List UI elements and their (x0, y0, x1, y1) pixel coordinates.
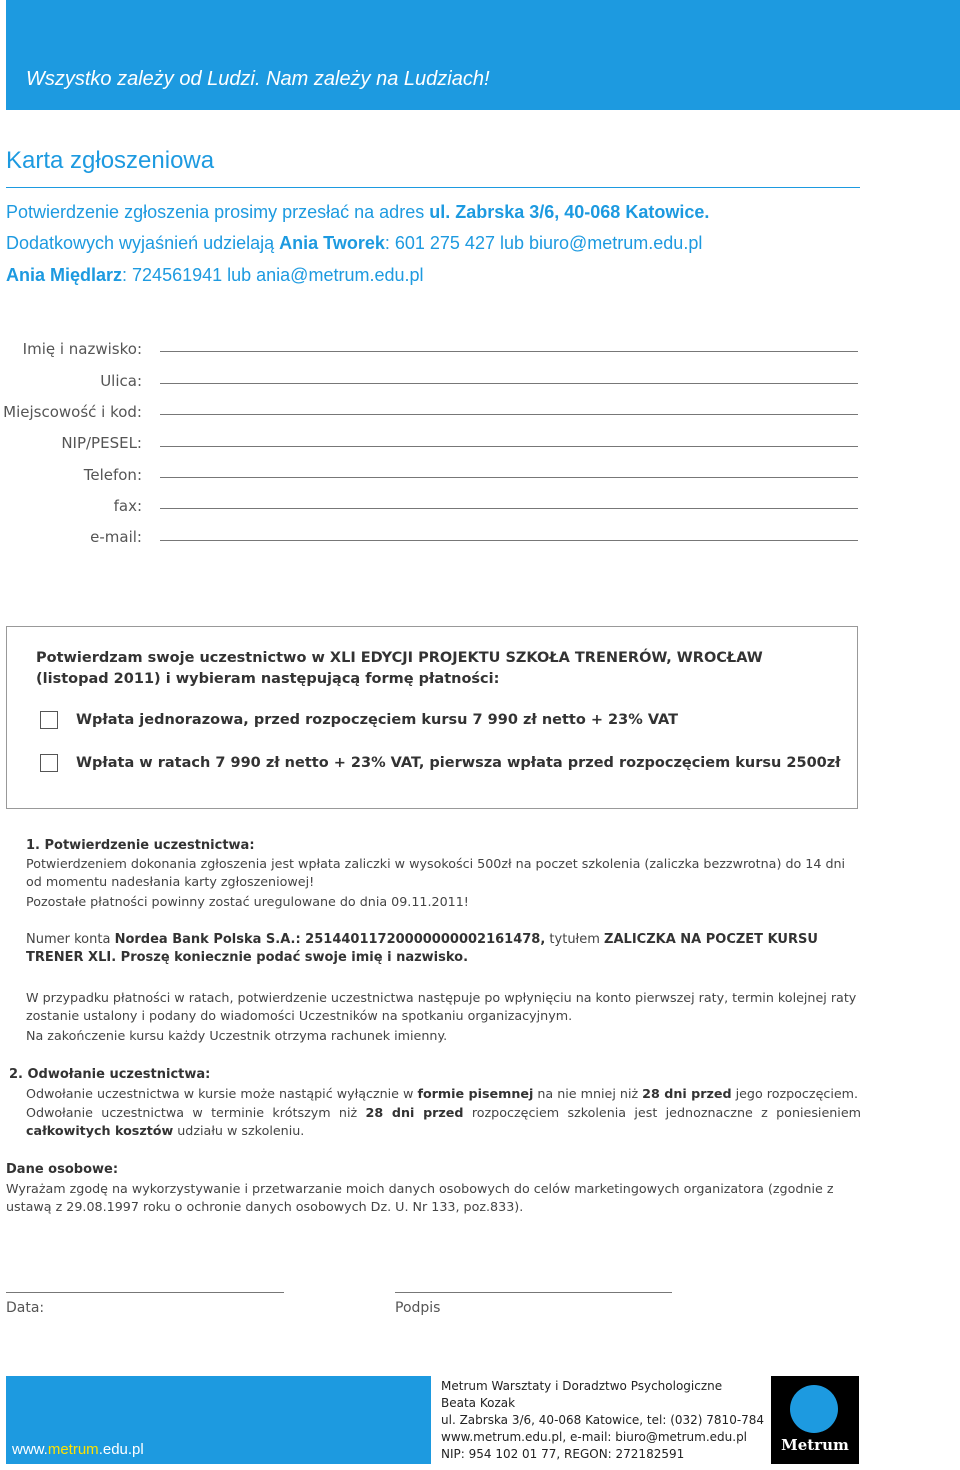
tagline: Wszystko zależy od Ludzi. Nam zależy na Ludziach! (26, 68, 490, 90)
title-label: tytułem (545, 932, 605, 947)
transfer-title: ZALICZKA NA POCZET KURSU TRENER XLI. Proszę koniecznie podać swoje imię i nazwisko. (26, 932, 818, 965)
company-name: Metrum Warsztaty i Doradztwo Psychologiczne (441, 1379, 723, 1393)
contact-line-3 (6, 265, 424, 286)
field-label-email: e-mail: (90, 528, 142, 546)
section-1-para-2: Pozostałe płatności powinny zostać uregulowane do dnia 09.11.2011! (26, 894, 469, 909)
field-label-fax: fax: (113, 497, 142, 515)
company-web: www.metrum.edu.pl, e-mail: biuro@metrum.edu.pl (441, 1430, 748, 1444)
text-run: na nie mniej niż (533, 1086, 643, 1101)
field-label-name: Imię i nazwisko: (22, 340, 142, 358)
field-line-fax[interactable] (160, 508, 858, 509)
footer-company-info (441, 1378, 764, 1463)
contact-name: Ania Międlarz (6, 265, 123, 285)
field-label-phone: Telefon: (83, 466, 142, 484)
text-run: Odwołanie uczestnictwa w kursie może nastąpić wyłącznie w (26, 1086, 418, 1101)
date-signature-line[interactable] (6, 1292, 284, 1293)
contact-text: Dodatkowych wyjaśnień udzielają (6, 233, 280, 253)
section-1-para-1: Potwierdzeniem dokonania zgłoszenia jest wpłata zaliczki w wysokości 500zł na poczet szkolenia (zaliczka bezzwrotna) do 14 dni od momentu nadesłania karty zgłoszeniowej! (26, 856, 846, 889)
contact-address: ul. Zabrska 3/6, 40-068 Katowice. (429, 202, 710, 222)
text-run: rozpoczęciem szkolenia jest jednoznaczne z poniesieniem (463, 1105, 861, 1120)
title-divider (6, 187, 860, 188)
payment-option-1-label: Wpłata jednorazowa, przed rozpoczęciem kursu 7 990 zł netto + 23% VAT (76, 712, 679, 728)
text-run: jego rozpoczęciem. (731, 1086, 859, 1101)
signature-label: Podpis (395, 1300, 441, 1316)
contact-line-1 (6, 202, 709, 223)
field-label-city: Miejscowość i kod: (3, 403, 142, 421)
section-2-line-1 (26, 1085, 861, 1103)
header-banner (6, 0, 960, 110)
contact-text: Potwierdzenie zgłoszenia prosimy przesłać na adres (6, 202, 430, 222)
field-label-street: Ulica: (100, 372, 142, 390)
field-line-phone[interactable] (160, 477, 858, 478)
brand-highlight: metrum (47, 1441, 99, 1458)
emphasis: formie pisemnej (417, 1086, 534, 1101)
contact-details: : 601 275 427 lub biuro@metrum.edu.pl (384, 233, 703, 253)
text-run: Odwołanie uczestnictwa w terminie krótszym niż (26, 1105, 366, 1120)
company-address: ul. Zabrska 3/6, 40-068 Katowice, tel: (032) 7810-784 (441, 1413, 765, 1427)
emphasis: całkowitych kosztów (26, 1123, 174, 1138)
contact-line-2 (6, 233, 702, 254)
emphasis: 28 dni przed (642, 1086, 732, 1101)
company-ids: NIP: 954 102 01 77, REGON: 272182591 (441, 1447, 685, 1461)
logo-circle-icon (790, 1385, 838, 1433)
text-run: www. (12, 1441, 48, 1458)
section-1-heading: 1. Potwierdzenie uczestnictwa: (26, 838, 255, 853)
field-line-city[interactable] (160, 414, 858, 415)
field-line-nip[interactable] (160, 446, 858, 447)
emphasis: 28 dni przed (365, 1105, 464, 1120)
personal-data-heading: Dane osobowe: (6, 1162, 119, 1177)
payment-option-1-checkbox[interactable] (40, 711, 58, 729)
payment-option-2-checkbox[interactable] (40, 754, 58, 772)
payment-option-2-label: Wpłata w ratach 7 990 zł netto + 23% VAT, pierwsza wpłata przed rozpoczęciem kursu 2500zł (76, 755, 841, 771)
bank-account-info (26, 931, 861, 967)
section-2-line-2 (26, 1104, 861, 1140)
signature-line[interactable] (395, 1292, 672, 1293)
field-line-street[interactable] (160, 383, 858, 384)
section-1-para-4: Na zakończenie kursu każdy Uczestnik otrzyma rachunek imienny. (26, 1028, 448, 1043)
text-run: .edu.pl (98, 1441, 144, 1458)
footer-website (12, 1441, 144, 1458)
date-label: Data: (6, 1300, 45, 1316)
bank-account: Nordea Bank Polska S.A.: 25144011720000000002161478, (114, 932, 546, 947)
section-1-para-3: W przypadku płatności w ratach, potwierdzenie uczestnictwa następuje po wpłynięciu na konto pierwszej raty, termin kolejnej raty zostanie ustalony i podany do wiadomości Uczestników na spotkaniu organizacyjnym. (26, 990, 857, 1023)
section-2-heading: 2. Odwołanie uczestnictwa: (9, 1067, 211, 1082)
field-line-name[interactable] (160, 351, 858, 352)
text-run: udziału w szkoleniu. (173, 1123, 305, 1138)
payment-intro: Potwierdzam swoje uczestnictwo w XLI EDYCJI PROJEKTU SZKOŁA TRENERÓW, WROCŁAW (listopad 2011) i wybieram następującą formę płatności: (36, 650, 763, 687)
contact-details: : 724561941 lub ania@metrum.edu.pl (122, 265, 424, 285)
contact-name: Ania Tworek (279, 233, 385, 253)
personal-data-consent: Wyrażam zgodę na wykorzystywanie i przetwarzanie moich danych osobowych do celów marketingowych organizatora (zgodnie z ustawą z 29.08.1997 roku o ochronie danych osobowych Dz. U. Nr 133, poz.833). (6, 1181, 834, 1214)
field-label-nip: NIP/PESEL: (61, 434, 142, 452)
contact-person: Beata Kozak (441, 1396, 516, 1410)
logo-text: Metrum (781, 1436, 849, 1454)
page-title: Karta zgłoszeniowa (6, 147, 215, 174)
field-line-email[interactable] (160, 540, 858, 541)
account-label: Numer konta (26, 932, 115, 947)
